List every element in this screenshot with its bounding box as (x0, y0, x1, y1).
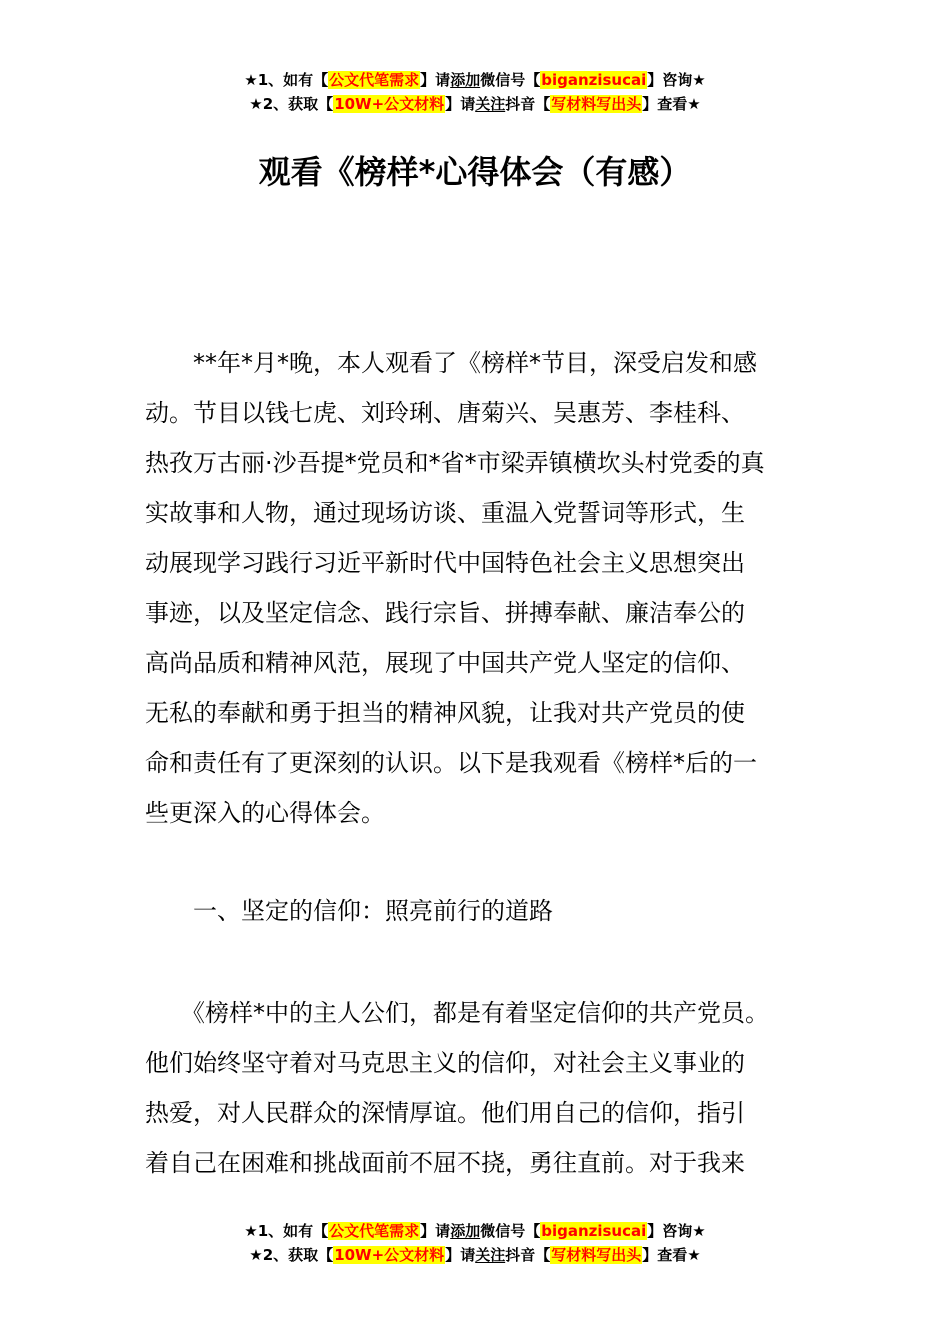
highlight-service: 公文代笔需求 (329, 71, 420, 89)
text-line: 实故事和人物，通过现场访谈、重温入党誓词等形式，生 (145, 499, 745, 527)
underlined-add: 添加 (450, 71, 481, 89)
text-line: 动。节目以钱七虎、刘玲琍、唐菊兴、吴惠芳、李桂科、 (145, 399, 745, 427)
text-line: 《榜样*中的主人公们，都是有着坚定信仰的共产党员。 (145, 999, 769, 1027)
text-line: **年*月*晚，本人观看了《榜样*节目，深受启发和感 (145, 349, 757, 377)
text-line: 些更深入的心得体会。 (145, 799, 385, 827)
highlight-wechat-id: biganzisucai (541, 71, 647, 89)
paragraph-faith (145, 988, 815, 1188)
underlined-follow: 关注 (475, 1246, 506, 1264)
text-line: 高尚品质和精神风范，展现了中国共产党人坚定的信仰、 (145, 649, 745, 677)
footer-banner (0, 1219, 950, 1267)
document-title: 观看《榜样*心得体会（有感） (258, 153, 692, 191)
banner-line-2: ★2、获取【10W+公文材料】请关注抖音【写材料写出头】查看★ (249, 95, 701, 113)
highlight-douyin-account: 写材料写出头 (551, 1246, 642, 1264)
highlight-materials: 10W+公文材料 (334, 95, 445, 113)
underlined-follow: 关注 (475, 95, 506, 113)
text-line: 他们始终坚守着对马克思主义的信仰，对社会主义事业的 (145, 1049, 745, 1077)
banner-line-2: ★2、获取【10W+公文材料】请关注抖音【写材料写出头】查看★ (249, 1246, 701, 1264)
highlight-douyin-account: 写材料写出头 (551, 95, 642, 113)
text-line: 着自己在困难和挑战面前不屈不挠，勇往直前。对于我来 (145, 1149, 745, 1177)
text-line: 无私的奉献和勇于担当的精神风貌，让我对共产党员的使 (145, 699, 745, 727)
text-line: 动展现学习践行习近平新时代中国特色社会主义思想突出 (145, 549, 745, 577)
highlight-materials: 10W+公文材料 (334, 1246, 445, 1264)
banner-line-1: ★1、如有【公文代笔需求】请添加微信号【biganzisucai】咨询★ (244, 71, 706, 89)
highlight-wechat-id: biganzisucai (541, 1222, 647, 1240)
highlight-service: 公文代笔需求 (329, 1222, 420, 1240)
paragraph-intro (145, 338, 815, 838)
text-line: 热爱，对人民群众的深情厚谊。他们用自己的信仰，指引 (145, 1099, 745, 1127)
header-banner (0, 68, 950, 116)
text-line: 命和责任有了更深刻的认识。以下是我观看《榜样*后的一 (145, 749, 757, 777)
text-line: 热孜万古丽·沙吾提*党员和*省*市梁弄镇横坎头村党委的真 (145, 449, 765, 477)
underlined-add: 添加 (450, 1222, 481, 1240)
banner-line-1: ★1、如有【公文代笔需求】请添加微信号【biganzisucai】咨询★ (244, 1222, 706, 1240)
section-heading-1 (145, 886, 815, 936)
text-line: 事迹，以及坚定信念、践行宗旨、拼搏奉献、廉洁奉公的 (145, 599, 745, 627)
heading-text: 一、坚定的信仰：照亮前行的道路 (145, 897, 553, 925)
